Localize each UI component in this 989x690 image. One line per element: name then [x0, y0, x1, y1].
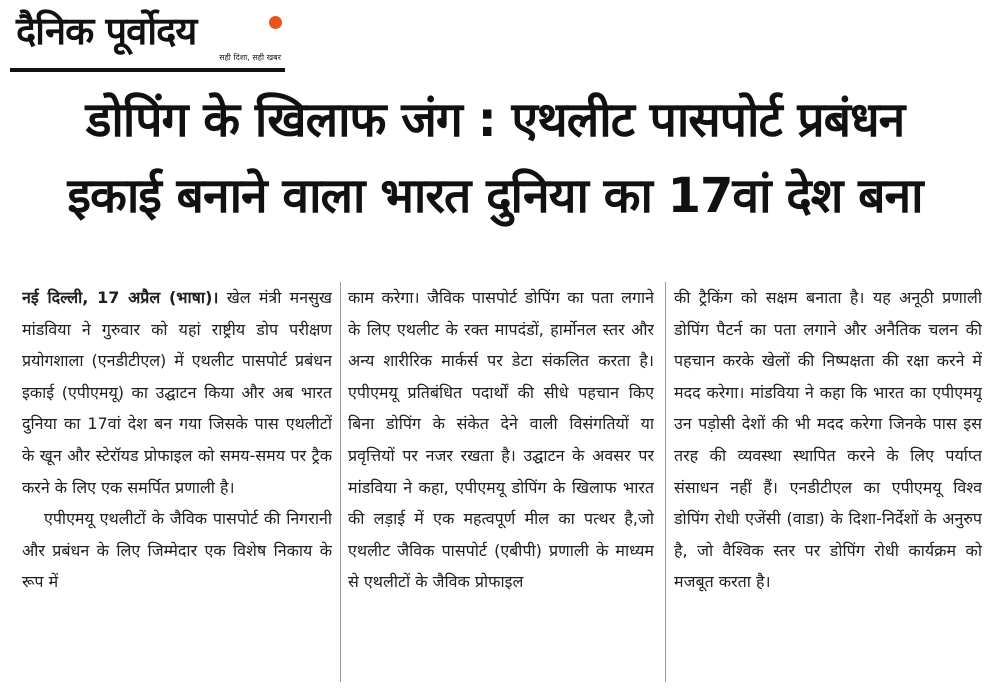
column-divider [665, 282, 666, 682]
article-paragraph-2: एपीएमयू एथलीटों के जैविक पासपोर्ट की निगरानी और प्रबंधन के लिए जिम्मेदार एक विशेष निकाय के रूप में [22, 509, 332, 592]
article-column-3 [674, 282, 982, 687]
article-column-1 [22, 282, 332, 687]
column-divider [340, 282, 341, 682]
masthead-logo [10, 6, 285, 68]
paragraph-1-text: खेल मंत्री मनसुख मांडविया ने गुरुवार को यहां राष्ट्रीय डोप परीक्षण प्रयोगशाला (एनडीटीएल) में एथलीट पासपोर्ट प्रबंधन इकाई (एपीएमयू) का उद्घाटन किया और अब भारत दुनिया का 17वां देश बन गया जिसके पास एथलीटों के खून और स्टेरॉयड प्रोफाइल को समय-समय पर ट्रैक करने के लिए एक समर्पित प्रणाली है। [22, 288, 332, 497]
headline-line-2: इकाई बनाने वाला भारत दुनिया का 17वां देश बना [67, 168, 923, 224]
column-3-text: की ट्रैकिंग को सक्षम बनाता है। यह अनूठी प्रणाली डोपिंग पैटर्न का पता लगाने और अनैतिक चलन की पहचान करके खेलों की निष्पक्षता की रक्षा करने में मदद करेगा। मांडविया ने कहा कि भारत का एपीएमयू उन पड़ोसी देशों की भी मदद करेगा जिनके पास इस तरह की व्यवस्था स्थापित करने के लिए पर्याप्त संसाधन नहीं हैं। एनडीटीएल का एपीएमयू विश्व डोपिंग रोधी एजेंसी (वाडा) के दिशा-निर्देशों के अनुरुप है, जो वैश्विक स्तर पर डोपिंग रोधी कार्यक्रम को मजबूत करता है। [674, 288, 982, 592]
article-headline [20, 82, 970, 234]
column-2-text: काम करेगा। जैविक पासपोर्ट डोपिंग का पता लगाने के लिए एथलीट के रक्त मापदंडों, हार्मोनल स्तर और अन्य शारीरिक मार्कर्स पर डेटा संकलित करता है। एपीएमयू प्रतिबंधित पदार्थों की सीधे पहचान किए बिना डोपिंग के संकेत देने वाली विसंगतियों या प्रवृत्तियों पर नजर रखता है। उद्घाटन के अवसर पर मांडविया ने कहा, एपीएमयू डोपिंग के खिलाफ भारत की लड़ाई में एक महत्वपूर्ण मील का पत्थर है,जो एथलीट जैविक पासपोर्ट (एबीपी) प्रणाली के माध्यम से एथलीटों के जैविक प्रोफाइल [348, 288, 654, 592]
article-paragraph-1 [22, 282, 332, 503]
dateline: नई दिल्ली, 17 अप्रैल (भाषा)। [22, 288, 219, 307]
newspaper-tagline: सही दिशा, सही खबर [219, 53, 281, 62]
newspaper-name: दैनिक पूर्वोदय [16, 9, 197, 53]
masthead-rule [10, 68, 285, 72]
article-column-2 [348, 282, 654, 687]
headline-line-1: डोपिंग के खिलाफ जंग : एथलीट पासपोर्ट प्रबंधन [85, 92, 905, 148]
logo-dot-icon [269, 16, 282, 29]
